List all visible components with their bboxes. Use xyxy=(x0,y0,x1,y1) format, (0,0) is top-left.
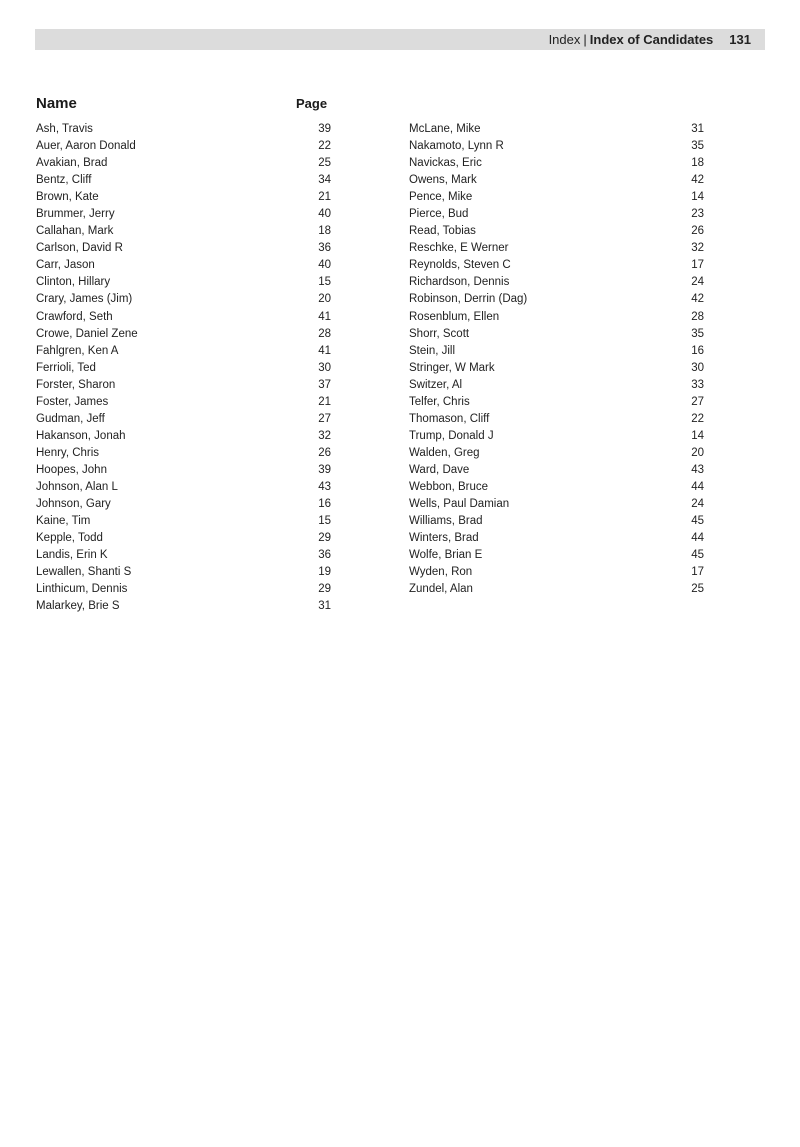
candidate-page: 21 xyxy=(318,395,331,408)
index-entry xyxy=(36,309,331,326)
candidate-page: 21 xyxy=(318,191,331,204)
candidate-name: Read, Tobias xyxy=(409,225,476,238)
index-entry xyxy=(409,223,704,240)
candidate-name: Hoopes, John xyxy=(36,463,107,476)
index-entry xyxy=(409,445,704,462)
index-entry xyxy=(36,428,331,445)
candidate-page: 23 xyxy=(691,208,704,221)
index-entry xyxy=(36,223,331,240)
candidate-page: 32 xyxy=(691,242,704,255)
candidate-name: Navickas, Eric xyxy=(409,157,482,170)
index-column-right xyxy=(409,121,704,598)
candidate-name: Kepple, Todd xyxy=(36,532,103,545)
index-entry xyxy=(36,189,331,206)
candidate-page: 40 xyxy=(318,208,331,221)
candidate-page: 36 xyxy=(318,549,331,562)
candidate-page: 43 xyxy=(318,480,331,493)
name-column-heading: Name xyxy=(36,95,77,112)
page-column-heading: Page xyxy=(296,96,328,111)
candidate-page: 44 xyxy=(691,532,704,545)
candidate-name: Reynolds, Steven C xyxy=(409,259,511,272)
index-entry xyxy=(36,172,331,189)
index-entry xyxy=(409,240,704,257)
candidate-name: Ash, Travis xyxy=(36,123,93,135)
index-entry xyxy=(36,206,331,223)
candidate-page: 16 xyxy=(318,498,331,511)
index-entry xyxy=(36,326,331,343)
index-entry xyxy=(36,530,331,547)
candidate-page: 26 xyxy=(318,446,331,459)
index-entry xyxy=(409,394,704,411)
index-entry xyxy=(409,274,704,291)
candidate-page: 15 xyxy=(318,276,331,289)
candidate-name: Richardson, Dennis xyxy=(409,276,510,289)
candidate-name: Switzer, Al xyxy=(409,378,463,391)
index-entry xyxy=(36,564,331,581)
index-entry xyxy=(36,155,331,172)
candidate-name: Carr, Jason xyxy=(36,259,95,272)
candidate-name: Pence, Mike xyxy=(409,191,473,204)
candidate-page: 39 xyxy=(318,463,331,476)
index-entry xyxy=(409,547,704,564)
candidate-page: 15 xyxy=(318,515,331,528)
candidate-page: 36 xyxy=(318,242,331,255)
candidate-name: Foster, James xyxy=(36,395,109,408)
index-entry xyxy=(409,530,704,547)
candidate-page: 35 xyxy=(691,140,704,153)
candidate-page: 29 xyxy=(318,583,331,596)
index-entry xyxy=(36,513,331,530)
candidate-page: 45 xyxy=(691,549,704,562)
candidate-name: Williams, Brad xyxy=(409,515,483,528)
candidate-page: 30 xyxy=(691,361,704,374)
candidate-page: 28 xyxy=(691,310,704,323)
index-entry xyxy=(36,598,331,615)
index-entry xyxy=(36,581,331,598)
index-entry xyxy=(36,360,331,377)
candidate-page: 27 xyxy=(691,395,704,408)
candidate-name: Henry, Chris xyxy=(36,446,100,459)
candidate-page: 17 xyxy=(691,566,704,579)
candidate-name: Wolfe, Brian E xyxy=(409,549,483,562)
candidate-name: Webbon, Bruce xyxy=(409,480,489,493)
candidate-name: Clinton, Hillary xyxy=(36,276,111,289)
index-entry xyxy=(36,377,331,394)
candidate-page: 25 xyxy=(318,157,331,170)
candidate-page: 41 xyxy=(318,344,331,357)
index-entry xyxy=(409,377,704,394)
candidate-page: 45 xyxy=(691,515,704,528)
candidate-page: 24 xyxy=(691,498,704,511)
candidate-name: McLane, Mike xyxy=(409,123,481,135)
index-entry xyxy=(409,479,704,496)
index-entry xyxy=(409,206,704,223)
candidate-name: Brummer, Jerry xyxy=(36,208,115,221)
candidate-name: Shorr, Scott xyxy=(409,327,470,340)
candidate-name: Johnson, Gary xyxy=(36,498,111,511)
candidate-name: Owens, Mark xyxy=(409,174,477,187)
index-entry xyxy=(409,343,704,360)
candidate-name: Robinson, Derrin (Dag) xyxy=(409,293,528,306)
candidate-page: 17 xyxy=(691,259,704,272)
header-separator: | xyxy=(583,32,587,47)
candidate-name: Reschke, E Werner xyxy=(409,242,509,255)
candidate-name: Rosenblum, Ellen xyxy=(409,310,500,323)
candidate-page: 40 xyxy=(318,259,331,272)
header-text xyxy=(549,29,751,50)
index-entry xyxy=(36,121,331,138)
index-entry xyxy=(409,564,704,581)
index-entry xyxy=(409,428,704,445)
candidate-page: 29 xyxy=(318,532,331,545)
candidate-name: Landis, Erin K xyxy=(36,549,108,562)
candidate-name: Telfer, Chris xyxy=(409,395,470,408)
index-entry xyxy=(36,274,331,291)
index-entry xyxy=(409,581,704,598)
index-entry xyxy=(36,445,331,462)
index-entry xyxy=(36,547,331,564)
index-entry xyxy=(409,496,704,513)
index-entry xyxy=(36,462,331,479)
index-entry xyxy=(36,138,331,155)
candidate-name: Zundel, Alan xyxy=(409,583,473,596)
index-entry xyxy=(36,411,331,428)
candidate-name: Ward, Dave xyxy=(409,463,470,476)
candidate-name: Wells, Paul Damian xyxy=(409,498,510,511)
candidate-name: Brown, Kate xyxy=(36,191,99,204)
index-entry xyxy=(36,479,331,496)
candidate-page: 33 xyxy=(691,378,704,391)
candidate-page: 41 xyxy=(318,310,331,323)
candidate-page: 26 xyxy=(691,225,704,238)
running-header xyxy=(35,29,765,50)
index-entry xyxy=(409,291,704,308)
candidate-name: Gudman, Jeff xyxy=(36,412,105,425)
candidate-page: 31 xyxy=(318,600,331,613)
candidate-page: 18 xyxy=(318,225,331,238)
candidate-name: Bentz, Cliff xyxy=(36,174,92,187)
candidate-page: 32 xyxy=(318,429,331,442)
candidate-page: 42 xyxy=(691,293,704,306)
candidate-name: Crawford, Seth xyxy=(36,310,113,323)
candidate-page: 22 xyxy=(691,412,704,425)
candidate-page: 20 xyxy=(318,293,331,306)
candidate-page: 35 xyxy=(691,327,704,340)
candidate-page: 34 xyxy=(318,174,331,187)
candidate-name: Walden, Greg xyxy=(409,446,480,459)
candidate-name: Johnson, Alan L xyxy=(36,480,118,493)
index-entry xyxy=(409,189,704,206)
candidate-name: Wyden, Ron xyxy=(409,566,473,579)
candidate-name: Forster, Sharon xyxy=(36,378,116,391)
candidate-name: Crowe, Daniel Zene xyxy=(36,327,138,340)
index-entry xyxy=(409,513,704,530)
index-entry xyxy=(409,155,704,172)
candidate-name: Winters, Brad xyxy=(409,532,479,545)
index-entry xyxy=(409,309,704,326)
candidate-page: 16 xyxy=(691,344,704,357)
candidate-name: Fahlgren, Ken A xyxy=(36,344,119,357)
candidate-name: Carlson, David R xyxy=(36,242,123,255)
index-entry xyxy=(36,394,331,411)
candidate-page: 25 xyxy=(691,583,704,596)
candidate-name: Ferrioli, Ted xyxy=(36,361,96,374)
candidate-page: 44 xyxy=(691,480,704,493)
candidate-page: 14 xyxy=(691,429,704,442)
candidate-page: 20 xyxy=(691,446,704,459)
page-number: 131 xyxy=(729,32,751,47)
candidate-name: Crary, James (Jim) xyxy=(36,293,133,306)
index-entry xyxy=(36,343,331,360)
candidate-page: 42 xyxy=(691,174,704,187)
candidate-name: Auer, Aaron Donald xyxy=(36,140,136,153)
index-entry xyxy=(409,172,704,189)
candidate-name: Pierce, Bud xyxy=(409,208,469,221)
candidate-page: 14 xyxy=(691,191,704,204)
index-entry xyxy=(409,121,704,138)
candidate-page: 18 xyxy=(691,157,704,170)
index-entry xyxy=(36,496,331,513)
candidate-page: 19 xyxy=(318,566,331,579)
candidate-name: Stein, Jill xyxy=(409,344,456,357)
candidate-name: Hakanson, Jonah xyxy=(36,429,126,442)
candidate-page: 43 xyxy=(691,463,704,476)
index-column-left xyxy=(36,121,331,615)
index-entry xyxy=(409,411,704,428)
candidate-name: Linthicum, Dennis xyxy=(36,583,128,596)
candidate-page: 28 xyxy=(318,327,331,340)
candidate-name: Thomason, Cliff xyxy=(409,412,490,425)
index-entry xyxy=(409,462,704,479)
candidate-name: Malarkey, Brie S xyxy=(36,600,120,613)
index-entry xyxy=(36,291,331,308)
index-entry xyxy=(409,360,704,377)
candidate-name: Trump, Donald J xyxy=(409,429,494,442)
candidate-page: 31 xyxy=(691,123,704,135)
candidate-page: 22 xyxy=(318,140,331,153)
index-entry xyxy=(36,257,331,274)
candidate-name: Stringer, W Mark xyxy=(409,361,495,374)
candidate-name: Kaine, Tim xyxy=(36,515,91,528)
index-entry xyxy=(409,257,704,274)
candidate-page: 24 xyxy=(691,276,704,289)
index-entry xyxy=(409,326,704,343)
candidate-page: 37 xyxy=(318,378,331,391)
candidate-name: Avakian, Brad xyxy=(36,157,108,170)
index-entry xyxy=(36,240,331,257)
candidate-name: Callahan, Mark xyxy=(36,225,114,238)
candidate-page: 27 xyxy=(318,412,331,425)
candidate-page: 39 xyxy=(318,123,331,135)
candidate-name: Lewallen, Shanti S xyxy=(36,566,132,579)
candidate-name: Nakamoto, Lynn R xyxy=(409,140,504,153)
header-section: Index xyxy=(548,32,581,47)
header-title: Index of Candidates xyxy=(589,32,714,47)
candidate-page: 30 xyxy=(318,361,331,374)
index-entry xyxy=(409,138,704,155)
